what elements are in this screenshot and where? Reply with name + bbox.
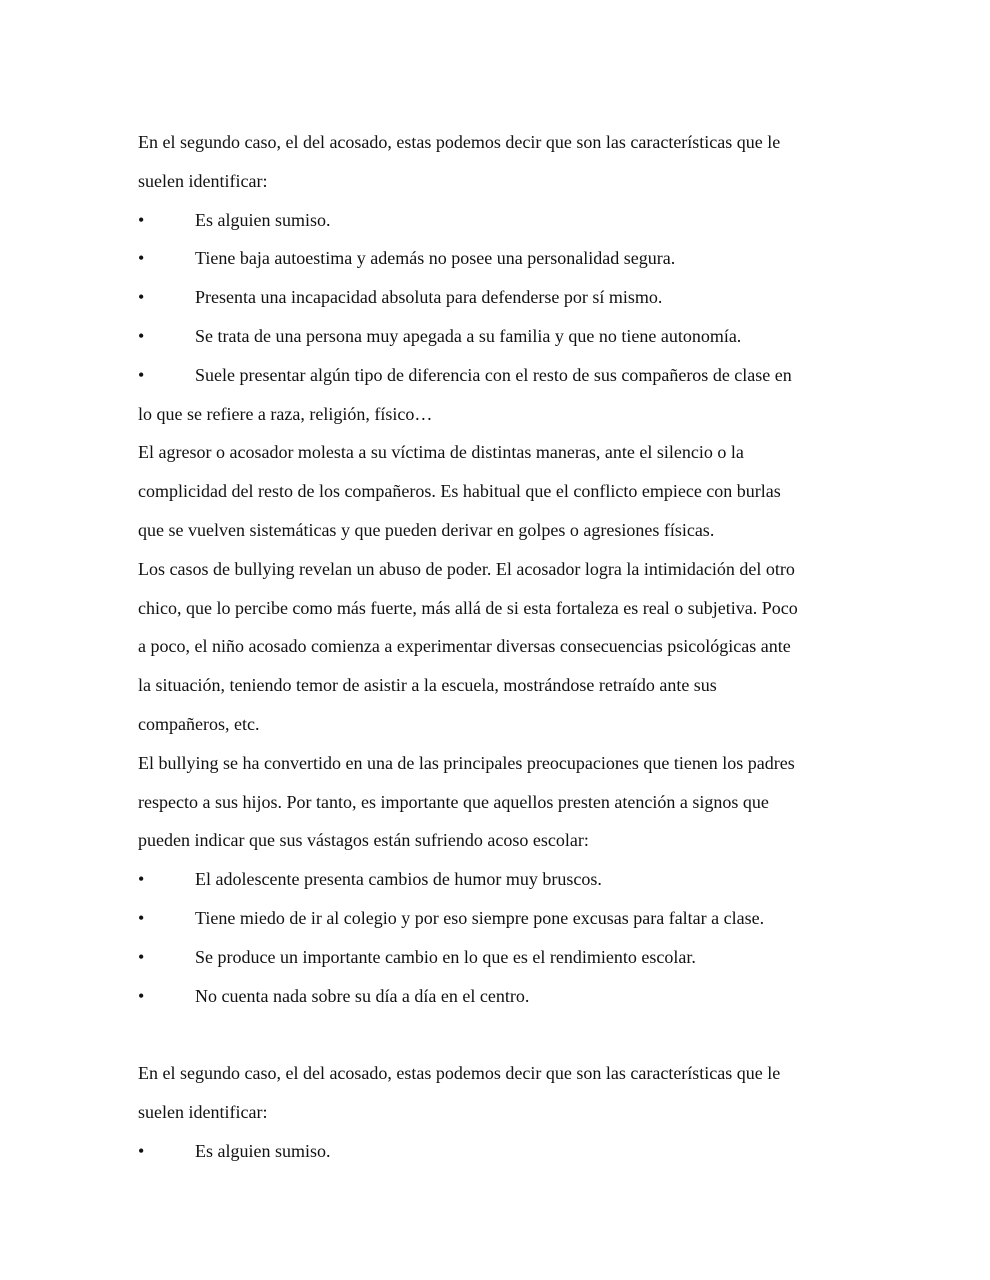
list-item: [138, 278, 868, 317]
list-item-text: Presenta una incapacidad absoluta para defenderse por sí mismo.: [195, 287, 663, 308]
paragraph-line: pueden indicar que sus vástagos están sufriendo acoso escolar:: [138, 830, 589, 851]
paragraph-line: El bullying se ha convertido en una de las principales preocupaciones que tienen los padres: [138, 752, 795, 773]
list-item-text: Suele presentar algún tipo de diferencia con el resto de sus compañeros de clase en: [195, 364, 792, 385]
bullet-icon: •: [138, 325, 145, 346]
list-item-text: Es alguien sumiso.: [195, 209, 331, 230]
bullet-icon: •: [138, 946, 145, 967]
list-item: [138, 317, 868, 356]
list-item-text: Se trata de una persona muy apegada a su familia y que no tiene autonomía.: [195, 325, 742, 346]
bullet-icon: •: [138, 869, 145, 890]
intro-line: suelen identificar:: [138, 170, 268, 191]
bullet-icon: •: [138, 287, 145, 308]
casos-paragraph: [138, 550, 868, 744]
list-item-continuation: lo que se refiere a raza, religión, físico…: [138, 403, 433, 424]
paragraph-line: chico, que lo percibe como más fuerte, más allá de si esta fortaleza es real o subjetiva. Poco: [138, 597, 798, 618]
list-item: [138, 356, 868, 434]
bullet-icon: •: [138, 1140, 145, 1161]
paragraph-line: a poco, el niño acosado comienza a experimentar diversas consecuencias psicológicas ante: [138, 636, 791, 657]
document-page: [138, 123, 868, 1171]
list-item-text: No cuenta nada sobre su día a día en el centro.: [195, 985, 530, 1006]
paragraph-line: compañeros, etc.: [138, 713, 260, 734]
list-item: [138, 977, 868, 1016]
intro-line: suelen identificar:: [138, 1101, 268, 1122]
paragraph-line: respecto a sus hijos. Por tanto, es importante que aquellos presten atención a signos que: [138, 791, 769, 812]
list-item: [138, 239, 868, 278]
intro-paragraph-repeat: [138, 1054, 868, 1132]
paragraph-line: que se vuelven sistemáticas y que pueden derivar en golpes o agresiones físicas.: [138, 519, 715, 540]
bullet-icon: •: [138, 209, 145, 230]
list-item-text: Tiene miedo de ir al colegio y por eso siempre pone excusas para faltar a clase.: [195, 907, 765, 928]
list-item: [138, 201, 868, 240]
intro-line: En el segundo caso, el del acosado, estas podemos decir que son las características que le: [138, 132, 781, 152]
list-item-text: El adolescente presenta cambios de humor muy bruscos.: [195, 869, 602, 890]
list-item: [138, 938, 868, 977]
list-item: [138, 860, 868, 899]
paragraph-line: Los casos de bullying revelan un abuso de poder. El acosador logra la intimidación del otro: [138, 558, 795, 579]
padres-paragraph: [138, 744, 868, 860]
paragraph-line: la situación, teniendo temor de asistir a la escuela, mostrándose retraído ante sus: [138, 675, 717, 696]
list-item-text: Se produce un importante cambio en lo que es el rendimiento escolar.: [195, 946, 696, 967]
bullet-icon: •: [138, 248, 145, 269]
blank-line: [138, 1015, 868, 1054]
intro-line: En el segundo caso, el del acosado, estas podemos decir que son las características que le: [138, 1063, 781, 1084]
paragraph-line: El agresor o acosador molesta a su víctima de distintas maneras, ante el silencio o la: [138, 442, 744, 463]
list-item-text: Es alguien sumiso.: [195, 1140, 331, 1161]
list-item: [138, 899, 868, 938]
bullet-icon: •: [138, 364, 145, 385]
intro-paragraph: [138, 123, 868, 201]
agresor-paragraph: [138, 433, 868, 549]
list-item: [138, 1132, 868, 1171]
bullet-icon: •: [138, 907, 145, 928]
paragraph-line: complicidad del resto de los compañeros. Es habitual que el conflicto empiece con burlas: [138, 481, 781, 502]
list-item-text: Tiene baja autoestima y además no posee una personalidad segura.: [195, 248, 676, 269]
bullet-icon: •: [138, 985, 145, 1006]
